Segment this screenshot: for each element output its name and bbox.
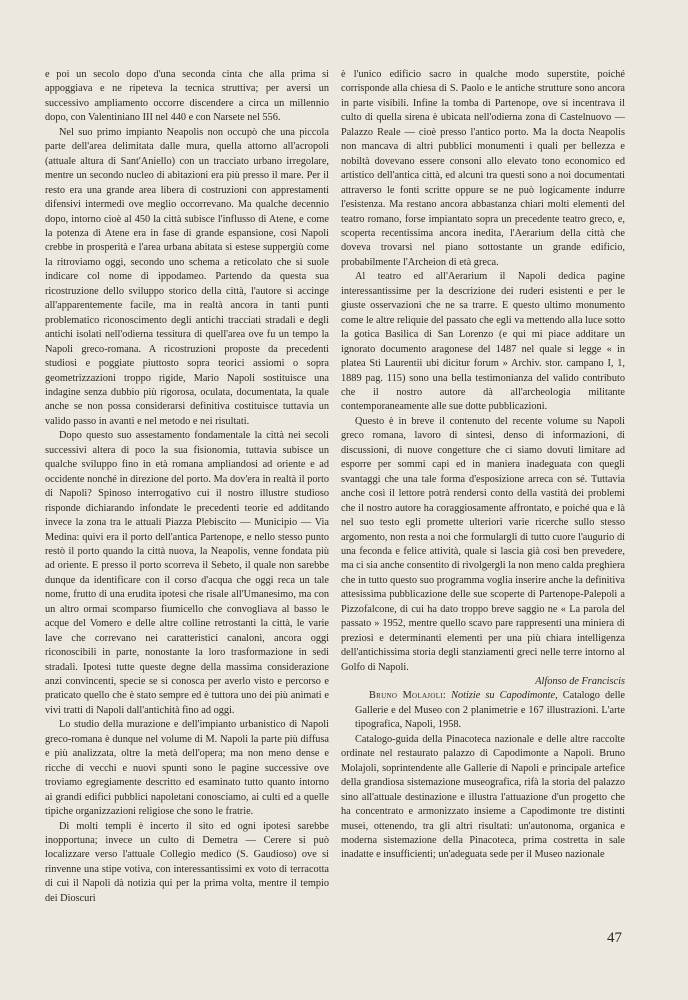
- left-column: [45, 68, 329, 906]
- review-title: Notizie su Capodimonte,: [451, 690, 558, 702]
- paragraph: Lo studio della murazione e dell'impianto urbanistico di Napoli greco-romana è dunque nel volume di M. Napoli la parte più diffusa e più analizzata, oltre la metà dell'opera; ma non meno dense e ricche di vecchi e nuovi spunti sono le pagine successive ove troviamo egregiamente descritto ed esaminato tutto quanto intorno ai grandi edifici pubblici napoletani conosciamo, ai culti ed a quelle tipiche organizzazioni religiose che sono le fratrie.: [45, 719, 329, 818]
- paragraph: è l'unico edificio sacro in qualche modo superstite, poiché corrisponde alla chiesa di S. Paolo e le antiche strutture sono ancora in parte visibili. Infine la tomba di Partenope, ove si incentrava il culto di quella sirena è ubicata nell'odierna zona di Castelnuovo — Palazzo Reale — cioè presso l'antico porto. Ma la docta Neapolis non mancava di altri pubblici monumenti i quali per bellezza e nobiltà dovevano essere consoni allo elevato tono economico ed artistico dell'antica città, ed alcuni tra questi sono a noi documentati attraverso le fonti scritte oppure se ne può logicamente indurre l'esistenza. Ma restano ancora abbastanza chiari molti elementi del teatro romano, forse impiantato sopra un precedente teatro greco, e, scoperta recentissima ancora inedita, l'Aerarium della città che doveva trovarsi nel piano sottostante un grande edificio, probabilmente l'Archeion di età greca.: [341, 69, 625, 268]
- review-author: Bruno Molajoli:: [369, 690, 447, 702]
- right-column: [341, 68, 625, 863]
- paragraph: Questo è in breve il contenuto del recente volume su Napoli greco romana, lavoro di sintesi, denso di informazioni, di discussioni, di nuove congetture che ci siamo dovuti limitare ad esporre per sommi capi ed in maniera inadeguata con quegli svantaggi che una tale forma d'esposizione arreca con sé. Tuttavia anche così il lettore potrà rendersi conto della vastità dei problemi che il nostro autore ha coraggiosamente affrontato, e poiché qua e là nel suo testo egli promette ulteriori varie ricerche sullo stesso argomento, non resta a noi che formulargli di tutto cuore l'augurio di una feconda e felice attività, quale si lascia già così ben prevedere, ma ci sia anche consentito di rivolgergli la non meno calda preghiera che in tutto questo suo programma voglia inserire anche la definitiva attesissima pubblicazione delle sue scoperte di Partenope-Palepoli a Pizzofalcone, di cui ha dato troppo breve saggio ne « La parola del passato » 1952, mentre quello scavo pare rappresenti una miniera di preziosi e determinanti elementi per una più chiara intelligenza dell'antichissima storia degli stanziamenti greci nelle terre intorno al Golfo di Napoli.: [341, 415, 625, 673]
- review-body: Catalogo-guida della Pinacoteca nazionale e delle altre raccolte ordinate nel restaurato palazzo di Capodimonte a Napoli. Bruno Molajoli, soprintendente alle Gallerie di Napoli e principale artefice della grandiosa sistemazione museografica, rifà la storia del palazzo sino all'attuale destinazione e illustra l'attuazione d'un progetto che ha concentrato e armonizzato insieme a Capodimonte tre distinti musei, ottenendo, tra gli altri risultati: un'autonoma, organica e moderna sistemazione della Pinacoteca, prima costretta in sale inadatte e insufficienti; un'adeguata sede per il Museo nazionale: [341, 733, 625, 861]
- paragraph: Di molti templi è incerto il sito ed ogni ipotesi sarebbe inopportuna; invece un culto di Demetra — Cerere si può localizzare verso l'attuale Collegio medico (S. Gaudioso) ove si rinvenne una stipe votiva, con interessantissimi ex voto di terracotta di cui il Napoli dà notizia qui per la prima volta, mentre il tempio dei Dioscuri: [45, 820, 329, 904]
- page-number: 47: [607, 930, 622, 946]
- paragraph: e poi un secolo dopo d'una seconda cinta che alla prima si appoggiava e ne ripeteva la tecnica struttiva; per aversi un successivo ampliamento occorre discendere a circa un millennio dopo, con Valentiniano III nel 440 e con Narsete nel 556.: [45, 69, 329, 124]
- paragraph: Nel suo primo impianto Neapolis non occupò che una piccola parte dell'area delimitata dalle mura, quella attorno all'acropoli (attuale altura di Sant'Aniello) con un tracciato urbano irregolare, mentre un secondo nucleo di abitazioni era più presso il mare. Per il resto era una grande area libera di costruzioni con apprestamenti difensivi intermedi ove meglio occorrevano. Ma qualche decennio dopo, intorno cioè al 450 la città subisce l'influsso di Atene, e come la potenza di Atene era in fase di grande espansione, così Napoli crebbe in prosperità e l'area urbana abitata si estese suppergiù come la ritroviamo oggi, secondo uno schema a reticolato che si suole indicare col nome di ippodameo. Partendo da questa sua ricostruzione dello sviluppo storico della città, l'autore si accinge all'apparentemente facile, ma in realtà ancora in tanti punti problematico riconoscimento degli antichi tracciati stradali e degli antichi isolati nell'odierna tessitura di quell'area ove fu un tempo la Napoli greco-romana. A ricostruzioni proposte da precedenti studiosi e poggiate piuttosto sopra teorici assiomi o sopra geometrizzazioni troppo rigide, Mario Napoli sostituisce una indagine senza dubbio più rigorosa, oculata, documentata, la quale anche se non possa considerarsi definitiva costituisce tuttavia un valido passo in avanti e nel metodo e nei risultati.: [45, 126, 329, 427]
- author-signature: Alfonso de Franciscis: [535, 676, 625, 688]
- review-heading: [341, 689, 625, 732]
- review-details: Catalogo delle Gallerie e del Museo con 2 planimetrie e 167 illustrazioni. L'arte tipografica, Napoli, 1958.: [355, 690, 626, 731]
- paragraph: Dopo questo suo assestamento fondamentale la città nei secoli successivi altera di poco la sua fisionomia, tuttavia subisce un qualche sviluppo fino in età romana ampliandosi ad oriente e ad occidente nonché in direzione del porto. Ma dov'era in realtà il porto di Napoli? Spinoso interrogativo cui il nostro illustre studioso risponde dichiarando infondate le precedenti teorie ed additando invece la zona tra le attuali Piazza Plebiscito — Municipio — Via Medina: quivi era il porto dell'antica Partenope, e nello stesso punto restò il porto quando la città nuova, la Neapolis, venne fondata più ad oriente. E presso il porto scorreva il Sebeto, il quale non sarebbe dunque da identificare con il corso d'acqua che oggi reca un tale nome, frutto di una erudita ipotesi che risale all'Umanesimo, ma con un altro ormai scomparso fiumicello che convogliava al basso le acque del Vomero e delle altre colline retrostanti la città, le varie lave che correvano nei caratteristici canaloni, ancora oggi riconoscibili in parte, nonostante la loro trasformazione in sedi stradali. Ipotesi tutte queste degne della massima considerazione anzi convincenti, specie se si conosca per averlo visto e percorso e praticato quello che è stato sempre ed è tuttora uno dei più animati e vivi tratti di Napoli dall'antichità fino ad oggi.: [45, 430, 329, 716]
- paragraph: Al teatro ed all'Aerarium il Napoli dedica pagine interessantissime per la descrizione dei ruderi esistenti e per le giuste osservazioni che ne sa trarre. E questo ultimo monumento come le altre reliquie del passato che egli va mettendo alla luce sotto la gotica Basilica di San Lorenzo (e qui mi piace additare un ignorato documento aragonese del 1487 nel quale si legge « in platea Sti Laurentii ubi dicitur forum » Archiv. stor. campano I, 1, 1889 pag. 115) sono una bella testimonianza del valido contributo che il nostro autore dà all'archeologia militante contemporaneamente alle sue dotte pubblicazioni.: [341, 271, 625, 413]
